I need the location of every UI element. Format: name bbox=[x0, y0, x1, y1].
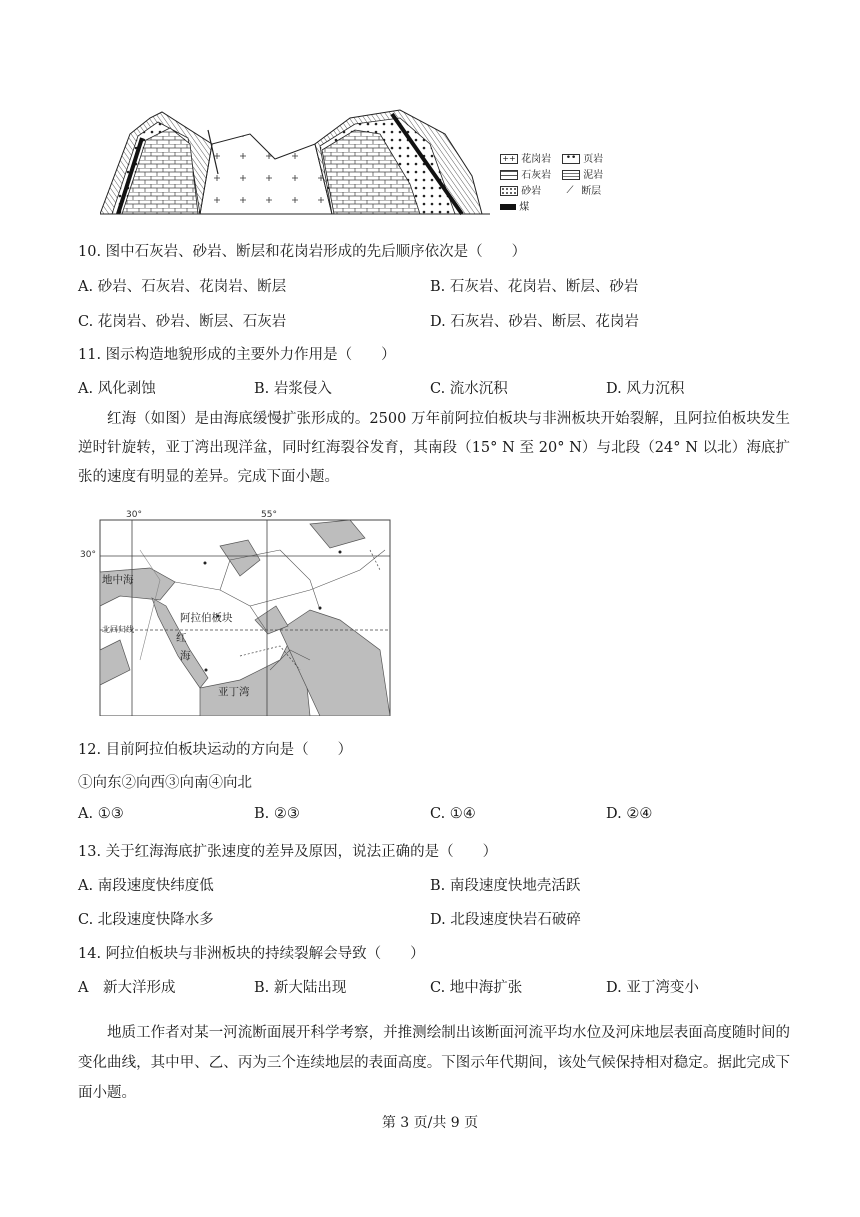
q12-option-c[interactable]: C. ①④ bbox=[430, 806, 476, 822]
legend bbox=[500, 150, 620, 220]
legend-granite bbox=[500, 150, 551, 165]
legend-shale bbox=[562, 150, 603, 165]
q14-stem: 14. 阿拉伯板块与非洲板块的持续裂解会导致（ ） bbox=[78, 946, 425, 962]
q10-option-a[interactable]: A. 砂岩、石灰岩、花岗岩、断层 bbox=[78, 279, 287, 295]
q10-option-d[interactable]: D. 石灰岩、砂岩、断层、花岗岩 bbox=[430, 314, 639, 330]
legend-granite-label: 花岗岩 bbox=[521, 154, 552, 165]
q14-option-b[interactable]: B. 新大陆出现 bbox=[254, 980, 347, 996]
q13-stem: 13. 关于红海海底扩张速度的差异及原因，说法正确的是（ ） bbox=[78, 844, 498, 860]
geology-cross-section bbox=[100, 104, 500, 220]
q10-stem: 10. 图中石灰岩、砂岩、断层和花岗岩形成的先后顺序依次是（ ） bbox=[78, 244, 527, 260]
legend-limestone bbox=[500, 166, 551, 181]
q11-option-b[interactable]: B. 岩浆侵入 bbox=[254, 381, 332, 397]
legend-mudstone-label: 泥岩 bbox=[583, 170, 604, 181]
coal-swatch-icon bbox=[500, 204, 516, 210]
q10-option-c[interactable]: C. 花岗岩、砂岩、断层、石灰岩 bbox=[78, 314, 287, 330]
map-label-mediterranean: 地中海 bbox=[102, 574, 134, 586]
fault-swatch-icon: ⟋ bbox=[566, 185, 574, 196]
legend-coal-label: 煤 bbox=[519, 202, 530, 213]
geology-figure bbox=[100, 104, 620, 220]
q14-option-c[interactable]: C. 地中海扩张 bbox=[430, 980, 523, 996]
legend-sandstone bbox=[500, 182, 541, 197]
legend-mudstone bbox=[562, 166, 603, 181]
map-label-sea: 海 bbox=[180, 650, 191, 662]
granite-swatch-icon: ++ bbox=[500, 154, 518, 164]
map-lon-55: 55° bbox=[261, 510, 277, 520]
q12-option-b[interactable]: B. ②③ bbox=[254, 806, 300, 822]
river-passage: 地质工作者对某一河流断面展开科学考察，并推测绘制出该断面河流平均水位及河床地层表面高度随时间的变化曲线，其中甲、乙、丙为三个连续地层的表面高度。下图示年代期间，该处气候保持相对稳定。据此完成下面小题。 bbox=[78, 1025, 790, 1101]
map-label-arabian-plate: 阿拉伯板块 bbox=[180, 612, 233, 624]
page-footer: 第 3 页/共 9 页 bbox=[381, 1115, 479, 1131]
mudstone-swatch-icon bbox=[562, 170, 580, 180]
sandstone-swatch-icon bbox=[500, 186, 518, 196]
q13-option-b[interactable]: B. 南段速度快地壳活跃 bbox=[430, 878, 581, 894]
q12-sub: ①向东②向西③向南④向北 bbox=[78, 775, 252, 791]
shale-swatch-icon: •• bbox=[562, 154, 580, 164]
map-label-aden: 亚丁湾 bbox=[218, 686, 250, 698]
map-label-tropic: 北回归线 bbox=[102, 625, 134, 634]
q12-option-a[interactable]: A. ①③ bbox=[78, 806, 124, 822]
legend-fault bbox=[562, 182, 601, 197]
legend-shale-label: 页岩 bbox=[583, 154, 604, 165]
legend-fault-label: 断层 bbox=[581, 186, 602, 197]
limestone-swatch-icon bbox=[500, 170, 518, 180]
q14-option-d[interactable]: D. 亚丁湾变小 bbox=[606, 980, 699, 996]
q13-option-a[interactable]: A. 南段速度快纬度低 bbox=[78, 878, 214, 894]
q10-option-b[interactable]: B. 石灰岩、花岗岩、断层、砂岩 bbox=[430, 279, 639, 295]
q11-option-d[interactable]: D. 风力沉积 bbox=[606, 381, 685, 397]
map-lat-30: 30° bbox=[80, 550, 96, 560]
q12-stem: 12. 目前阿拉伯板块运动的方向是（ ） bbox=[78, 742, 353, 758]
q11-option-c[interactable]: C. 流水沉积 bbox=[430, 381, 508, 397]
map-label-red: 红 bbox=[176, 632, 187, 644]
map-lon-30: 30° bbox=[126, 510, 142, 520]
legend-sandstone-label: 砂岩 bbox=[521, 186, 542, 197]
red-sea-passage: 红海（如图）是由海底缓慢扩张形成的。2500 万年前阿拉伯板块与非洲板块开始裂解，且阿拉伯板块发生逆时针旋转，亚丁湾出现洋盆，同时红海裂谷发育，其南段（15° N 至 20° N）与北段（24° N 以北）海底扩张的速度有明显的差异。完成下面小题。 bbox=[78, 411, 790, 485]
q11-stem: 11. 图示构造地貌形成的主要外力作用是（ ） bbox=[78, 347, 396, 363]
q14-option-a[interactable]: A 新大洋形成 bbox=[78, 980, 176, 996]
q13-option-d[interactable]: D. 北段速度快岩石破碎 bbox=[430, 912, 581, 928]
legend-coal bbox=[500, 198, 529, 213]
legend-limestone-label: 石灰岩 bbox=[521, 170, 552, 181]
q12-option-d[interactable]: D. ②④ bbox=[606, 806, 653, 822]
q11-option-a[interactable]: A. 风化剥蚀 bbox=[78, 381, 156, 397]
red-sea-map bbox=[80, 510, 392, 716]
q13-option-c[interactable]: C. 北段速度快降水多 bbox=[78, 912, 214, 928]
